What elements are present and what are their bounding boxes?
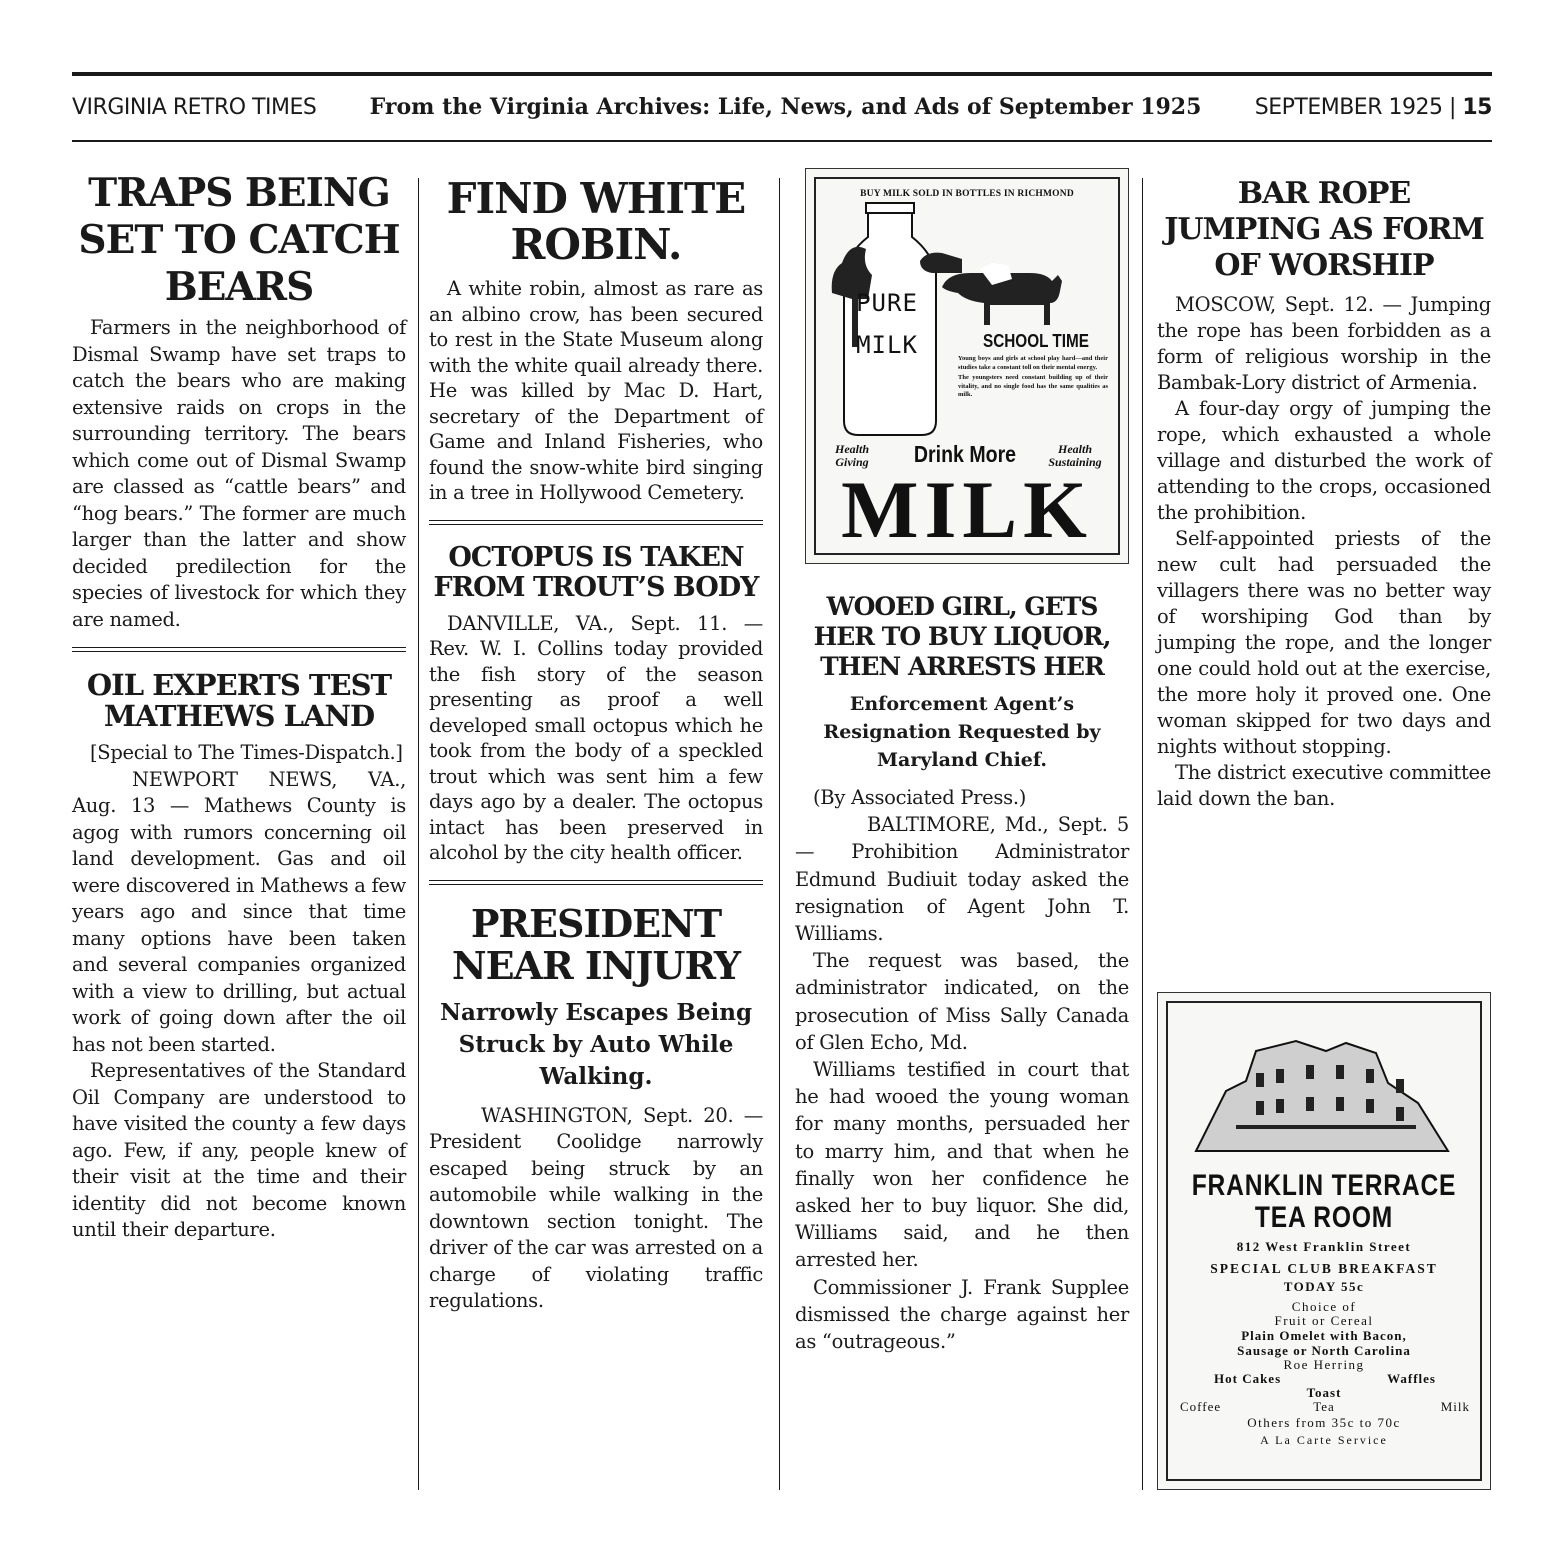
health-giving-tag: Health Giving [834,442,869,469]
paragraph: Williams testified in court that he had wooed the young woman for many months, persuaded her to marry him, and that when he finally won her confidence he asked her to buy liquor. She did, Williams said, and he then arrested her. [795,1058,1129,1272]
special-club-breakfast: SPECIAL CLUB BREAKFAST [1210,1261,1438,1276]
double-rule [429,880,763,885]
paragraph: Representatives of the Standard Oil Company are understood to have visited the county a few days ago. Few, if any, people knew of their visit at the time and their identity did not become known until their departure. [72,1059,406,1241]
milk-bottle-illustration [830,199,1130,439]
menu-hot-cakes: Hot Cakes [1214,1371,1282,1386]
menu-others: Others from 35c to 70c [1247,1415,1401,1430]
article-body-bears [72,315,406,633]
menu-a-la-carte: A La Carte Service [1260,1433,1388,1447]
article-oil [72,670,406,1244]
paragraph: Self-appointed priests of the new cult had persuaded the villagers there was no better way of worshiping God than by jumping the rope, and the longer one could hold out at the exercise, the more holy it proved one. One woman skipped for two days and nights without stopping. [1157,527,1491,758]
article-liquor [795,592,1129,1355]
headline-octopus: OCTOPUS IS TAKEN FROM TROUT’S BODY [433,541,759,603]
article-body-octopus [429,611,763,866]
bottle-cap [866,203,914,213]
tea-room-name-1: FRANKLIN TERRACE [1191,1169,1457,1202]
paragraph: (By Associated Press.) [813,786,1027,809]
article-body-rope [1157,292,1491,812]
menu-choice: Choice of [1291,1299,1357,1314]
paragraph: The request was based, the administrator indicated, on the prosecution of Miss Sally Canada of Glen Echo, Md. [795,949,1129,1054]
milk-advertisement [805,168,1129,564]
paragraph: [Special to The Times-Dispatch.] [90,741,403,764]
subheadline-president: Narrowly Escapes Being Struck by Auto While Walking. [439,998,753,1090]
column-3 [795,168,1129,1355]
paragraph: NEWPORT NEWS, VA., Aug. 13 — Mathews County is agog with rumors concerning oil land development. Gas and oil were discovered in Mathews a few years ago and since that time many options have been taken and several companies organized with a view to drilling, but actual work of going down after the oil has not been started. [72,767,406,1056]
menu-tea: Tea [1313,1399,1335,1414]
article-octopus [429,543,763,866]
menu-toast: Toast [1306,1385,1342,1400]
masthead-top-rule [72,72,1492,76]
article-bears [72,170,406,633]
building-illustration [1186,1021,1466,1161]
column-divider [779,178,780,1490]
issue-date: SEPTEMBER 1925 [1254,94,1443,120]
bottle-text-pure: PURE [856,289,918,317]
column-divider [418,178,419,1490]
bottle-text-milk: MILK [856,331,918,359]
article-body-robin [429,276,763,506]
menu-omelet: Plain Omelet with Bacon, [1241,1328,1407,1343]
paragraph: DANVILLE, VA., Sept. 11. — Rev. W. I. Collins today provided the fish story of the season presenting as proof a well developed small octopus which he took from the body of a speckled trout which was sent him a few days ago by a dealer. The octopus intact has been preserved in alcohol by the city health officer. [429,611,763,864]
article-robin [429,176,763,506]
school-text-1: Young boys and girls at school play hard—and their studies take a constant toll on their mental energy. [958,355,1108,371]
headline-rope: BAR ROPE JUMPING AS FORM OF WORSHIP [1164,176,1484,283]
paper-name: VIRGINIA RETRO TIMES [72,94,317,120]
column-divider [1142,178,1143,1490]
article-rope [1157,176,1491,812]
column-1 [72,168,406,1244]
headline-liquor: WOOED GIRL, GETS HER TO BUY LIQUOR, THEN ARRESTS HER [813,592,1111,681]
milk-ad-top-line: BUY MILK SOLD IN BOTTLES IN RICHMOND [860,189,1074,199]
cow-icon [920,253,1062,325]
paragraph: Farmers in the neighborhood of Dismal Swamp have set traps to catch the bears who are making extensive raids on crops in the surrounding territory. The bears which come out of Dismal Swamp are classed as “cattle bears” and “hog bears.” The former are much larger than the latter and show decided predilection for the species of livestock for which they are named. [72,316,406,631]
menu-waffles: Waffles [1387,1371,1436,1386]
paragraph: BALTIMORE, Md., Sept. 5 — Prohibition Administrator Edmund Budiuit today asked the resignation of Agent John T. Williams. [795,813,1129,946]
drink-more-text: Drink More [913,441,1017,467]
building-shape [1196,1041,1448,1151]
school-text-2: The youngsters need constant building up of their vitality, and no single food has the same qualities as milk. [958,374,1108,398]
milk-big-word: MILK [841,464,1093,555]
headline-president: PRESIDENT NEAR INJURY [451,900,741,988]
masthead-bottom-rule [72,140,1492,142]
breakfast-price: TODAY 55c [1283,1279,1365,1294]
menu-herring: Roe Herring [1283,1357,1365,1372]
page-tagline: From the Virginia Archives: Life, News, and Ads of September 1925 [369,94,1202,120]
tea-room-name-2: TEA ROOM [1254,1201,1394,1234]
double-rule [72,647,406,652]
headline-oil: OIL EXPERTS TEST MATHEWS LAND [86,668,392,733]
article-body-liquor [795,784,1129,1355]
paragraph: MOSCOW, Sept. 12. — Jumping the rope has been forbidden as a form of religious worship in the Bambak-Lory district of Armenia. [1157,293,1491,394]
page-number: 15 [1462,94,1492,120]
article-president [429,900,763,1315]
double-rule [429,520,763,525]
paragraph: WASHINGTON, Sept. 20. — President Coolidge narrowly escaped being struck by an automobile while walking in the downtown section tonight. The driver of the car was arrested on a charge of violating traffic regulations. [429,1103,763,1312]
menu-sausage: Sausage or North Carolina [1237,1343,1411,1358]
paragraph: Commissioner J. Frank Supplee dismissed the charge against her as “outrageous.” [795,1275,1129,1354]
paragraph: A four-day orgy of jumping the rope, which exhausted a whole village and disturbed the work of attending to the crops, occasioned the prohibition. [1157,397,1491,524]
headline-robin: FIND WHITE ROBIN. [446,174,746,269]
column-4 [1157,168,1491,812]
tea-room-address: 812 West Franklin Street [1236,1239,1412,1254]
health-sustaining-tag: Health Sustaining [1048,442,1102,469]
paragraph: The district executive committee laid down the ban. [1157,761,1491,810]
headline-bears: TRAPS BEING SET TO CATCH BEARS [78,170,400,310]
school-time-heading: SCHOOL TIME [983,331,1089,351]
school-time-text [958,355,1108,400]
paragraph: A white robin, almost as rare as an albino crow, has been secured to rest in the State Museum along with the white quail already there. He was killed by Mac D. Hart, secretary of the Department of Game and Inland Fisheries, who found the snow-white bird singing in a tree in Hollywood Cemetery. [429,277,763,504]
tea-room-advertisement [1157,992,1491,1490]
column-2 [429,168,763,1315]
menu-coffee: Coffee [1180,1399,1222,1414]
menu-fruit: Fruit or Cereal [1274,1313,1374,1328]
article-body-president [429,1103,763,1315]
subheadline-liquor: Enforcement Agent’s Resignation Requested by Maryland Chief. [823,693,1101,771]
masthead [72,82,1492,132]
menu-milk: Milk [1440,1399,1470,1414]
page-date: SEPTEMBER 1925 | 15 [1254,94,1492,120]
article-body-oil [72,740,406,1244]
